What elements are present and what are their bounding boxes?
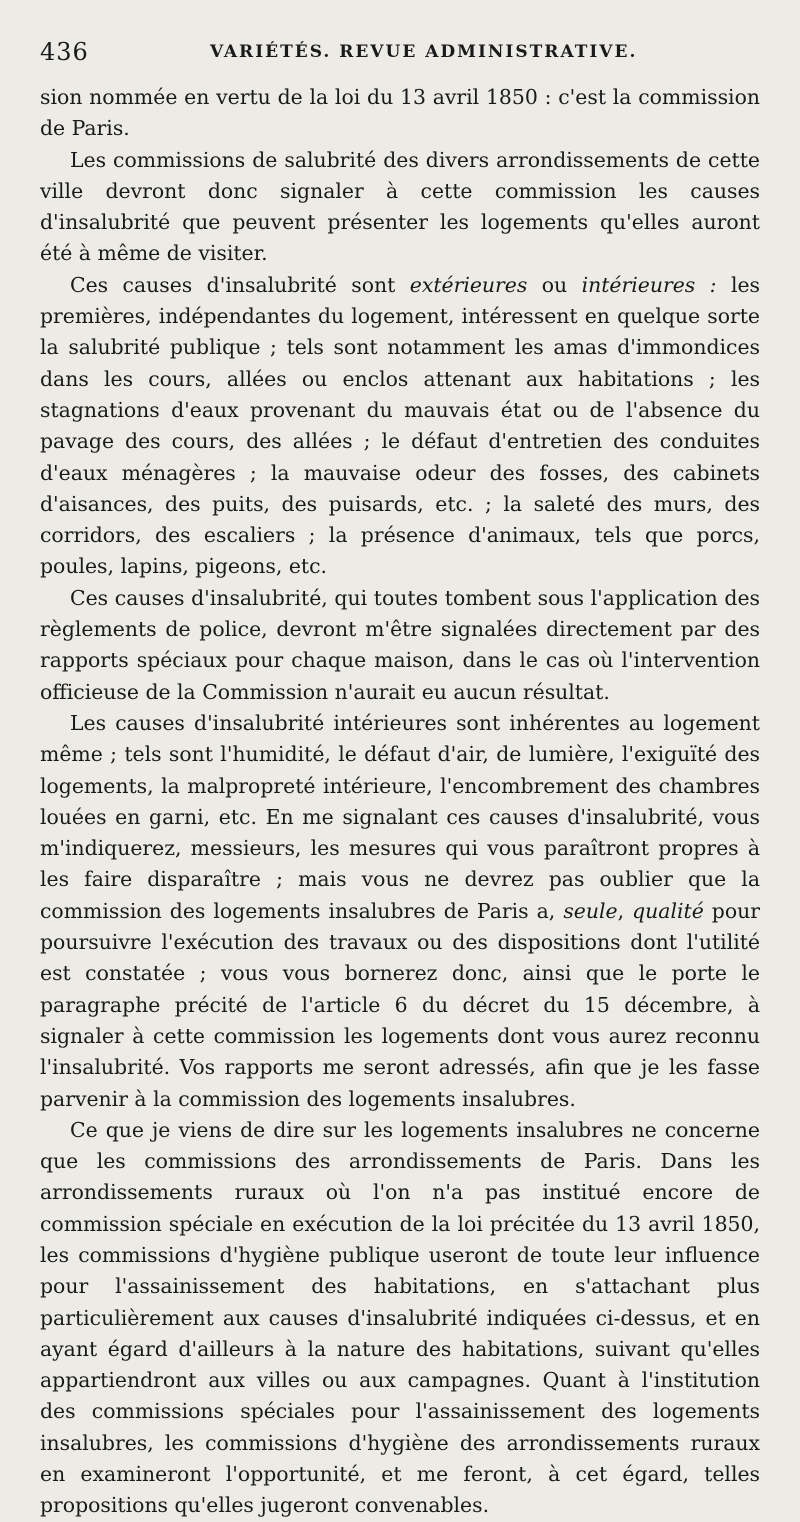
paragraph (40, 1115, 760, 1522)
paragraph (40, 82, 760, 145)
paragraph-text: Ces causes d'insalubrité, qui toutes tombent sous l'application des règlements de police, devront m'être signalées directement par des rapports spéciaux pour chaque maison, dans le cas où l'intervention officieuse de la Commission n'aurait eu aucun résultat. (40, 585, 760, 704)
paragraph-text: pour poursuivre l'exécution des travaux ou des dispositions dont l'utilité est constatée ; vous vous bornerez donc, ainsi que le porte le paragraphe précité de l'article 6 du décret du 15 décembre, à signaler à cette commission les logements dont vous aurez reconnu l'insalubrité. Vos rapports me seront adressés, afin que je les fasse parvenir à la commission des logements insalubres. (40, 898, 760, 1111)
paragraph-text: sion nommée en vertu de la loi du 13 avril 1850 : c'est la commission de Paris. (40, 85, 760, 141)
italic-text: qualité (632, 898, 704, 923)
paragraph (40, 708, 760, 1115)
paragraph-text: les premières, indépendantes du logement, intéressent en quelque sorte la salubrité publique ; tels sont notamment les amas d'immondices dans les cours, allées ou enclos attenant aux habitations ; les stagnations d'eaux provenant du mauvais état ou de l'absence du pavage des cours, des allées ; le défaut d'entretien des conduites d'eaux ménagères ; la mauvaise odeur des fosses, des cabinets d'aisances, des puits, des puisards, etc. ; la saleté des murs, des corridors, des escaliers ; la présence d'animaux, tels que porcs, poules, lapins, pigeons, etc. (40, 272, 760, 579)
page-header (40, 34, 760, 74)
page-number: 436 (40, 38, 89, 66)
body-text (40, 82, 760, 1522)
paragraph (40, 270, 760, 583)
paragraph-text: Ce que je viens de dire sur les logements insalubres ne concerne que les commissions des arrondissements de Paris. Dans les arrondissements ruraux où l'on n'a pas institué encore de commission spéciale en exécution de la loi précitée du 13 avril 1850, les commissions d'hygiène publique useront de toute leur influence pour l'assainissement des habitations, en s'attachant plus particulièrement aux causes d'insalubrité indiquées ci-dessus, et en ayant égard d'ailleurs à la nature des habitations, suivant qu'elles appartiendront aux villes ou aux campagnes. Quant à l'institution des commissions spéciales pour l'assainissement des logements insalubres, les commissions d'hygiène des arrondissements ruraux en examineront l'opportunité, et me feront, à cet égard, telles propositions qu'elles jugeront convenables. (40, 1117, 760, 1518)
italic-text: extérieures (409, 272, 528, 297)
paragraph-text: , (617, 898, 633, 923)
paragraph-text: Les causes d'insalubrité intérieures sont inhérentes au logement même ; tels sont l'humidité, le défaut d'air, de lumière, l'exiguïté des logements, la malpropreté intérieure, l'encombrement des chambres louées en garni, etc. En me signalant ces causes d'insalubrité, vous m'indiquerez, messieurs, les mesures qui vous paraîtront propres à les faire disparaître ; mais vous ne devrez pas oublier que la commission des logements insalubres de Paris a, (40, 710, 760, 923)
paragraph (40, 583, 760, 708)
paragraph (40, 145, 760, 270)
paragraph-text: Ces causes d'insalubrité sont (70, 272, 410, 297)
paragraph-text: Les commissions de salubrité des divers arrondissements de cette ville devront donc signaler à cette commission les causes d'insalubrité que peuvent présenter les logements qu'elles auront été à même de visiter. (40, 147, 760, 266)
running-title: VARIÉTÉS. REVUE ADMINISTRATIVE. (210, 42, 638, 62)
italic-text: seule (563, 898, 618, 923)
paragraph-text: ou (527, 272, 582, 297)
italic-text: intérieures : (581, 272, 717, 297)
